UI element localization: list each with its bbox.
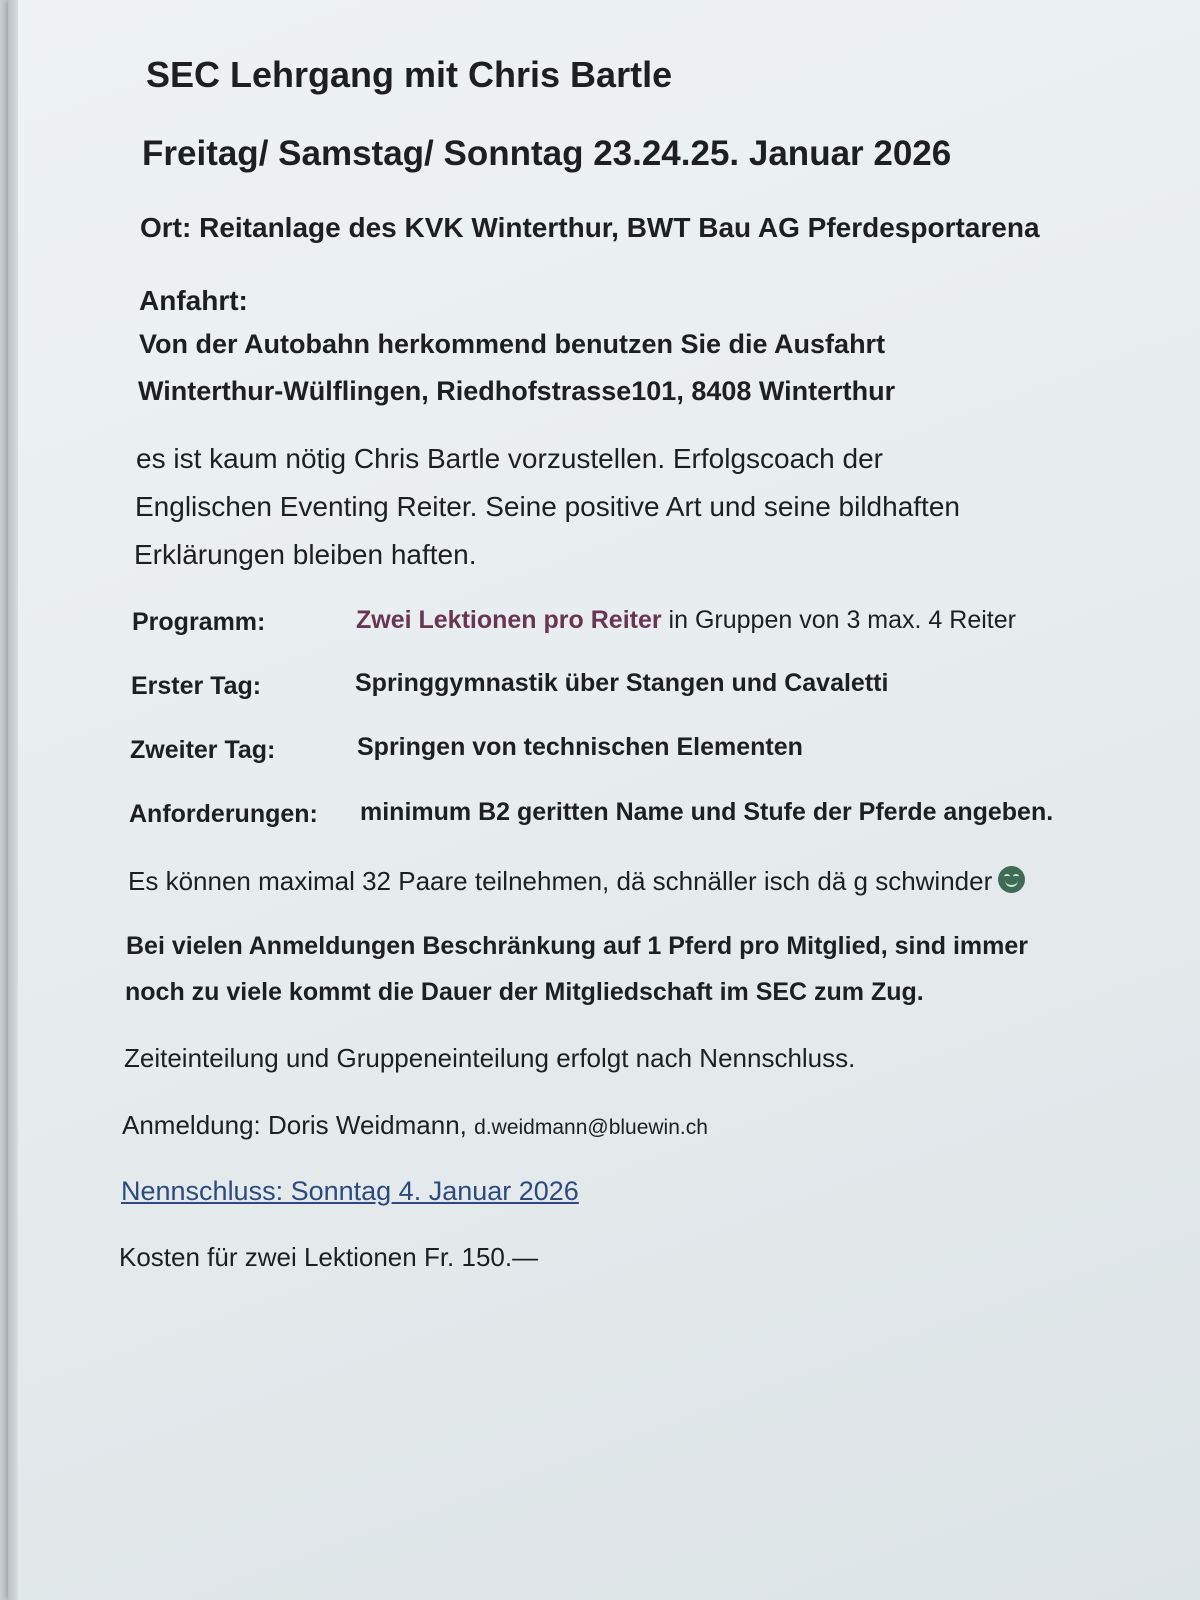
registration-contact: Anmeldung: Doris Weidmann, [122, 1110, 475, 1140]
requirements-value: minimum B2 geritten Name und Stufe der Pferde angeben. [360, 798, 1054, 826]
program-highlight: Zwei Lektionen pro Reiter [356, 606, 662, 634]
program-detail: in Gruppen von 3 max. 4 Reiter [661, 606, 1016, 634]
intro-line-1: es ist kaum nötig Chris Bartle vorzustellen. Erfolgscoach der [136, 443, 883, 474]
requirements-label: Anforderungen: [129, 800, 318, 828]
event-location: Ort: Reitanlage des KVK Winterthur, BWT Bau AG Pferdesportarena [140, 212, 1040, 243]
cost-note: Kosten für zwei Lektionen Fr. 150.— [119, 1242, 539, 1272]
intro-line-2: Englischen Eventing Reiter. Seine positive Art und seine bildhaften [135, 491, 960, 522]
intro-line-3: Erklärungen bleiben haften. [134, 539, 477, 570]
registration-email: d.weidmann@bluewin.ch [474, 1116, 708, 1139]
scheduling-note: Zeiteinteilung und Gruppeneinteilung erfolgt nach Nennschluss. [124, 1043, 856, 1073]
capacity-note [128, 866, 1025, 897]
program-value [356, 606, 1016, 635]
capacity-text: Es können maximal 32 Paare teilnehmen, dä schnäller isch dä g schwinder [128, 866, 993, 896]
document-page [8, 0, 1200, 1600]
program-label: Programm: [132, 608, 266, 636]
restriction-line-2: noch zu viele kommt die Dauer der Mitgliedschaft im SEC zum Zug. [125, 978, 924, 1006]
registration-line [122, 1110, 708, 1141]
restriction-line-1: Bei vielen Anmeldungen Beschränkung auf 1 Pferd pro Mitglied, sind immer [126, 932, 1029, 960]
directions-line-2: Winterthur-Wülflingen, Riedhofstrasse101, 8408 Winterthur [138, 376, 896, 406]
event-dates: Freitag/ Samstag/ Sonntag 23.24.25. Januar 2026 [142, 134, 952, 173]
day-two-value: Springen von technischen Elementen [357, 733, 803, 761]
page-edge-shadow [8, 0, 18, 1600]
directions-heading: Anfahrt: [139, 285, 248, 316]
day-two-label: Zweiter Tag: [130, 736, 276, 764]
day-one-value: Springgymnastik über Stangen und Cavaletti [355, 669, 889, 697]
document-title: SEC Lehrgang mit Chris Bartle [146, 54, 673, 95]
smiling-face-icon [998, 866, 1025, 893]
deadline-link[interactable]: Nennschluss: Sonntag 4. Januar 2026 [121, 1176, 579, 1206]
directions-line-1: Von der Autobahn herkommend benutzen Sie die Ausfahrt [139, 329, 886, 359]
day-one-label: Erster Tag: [131, 672, 262, 700]
